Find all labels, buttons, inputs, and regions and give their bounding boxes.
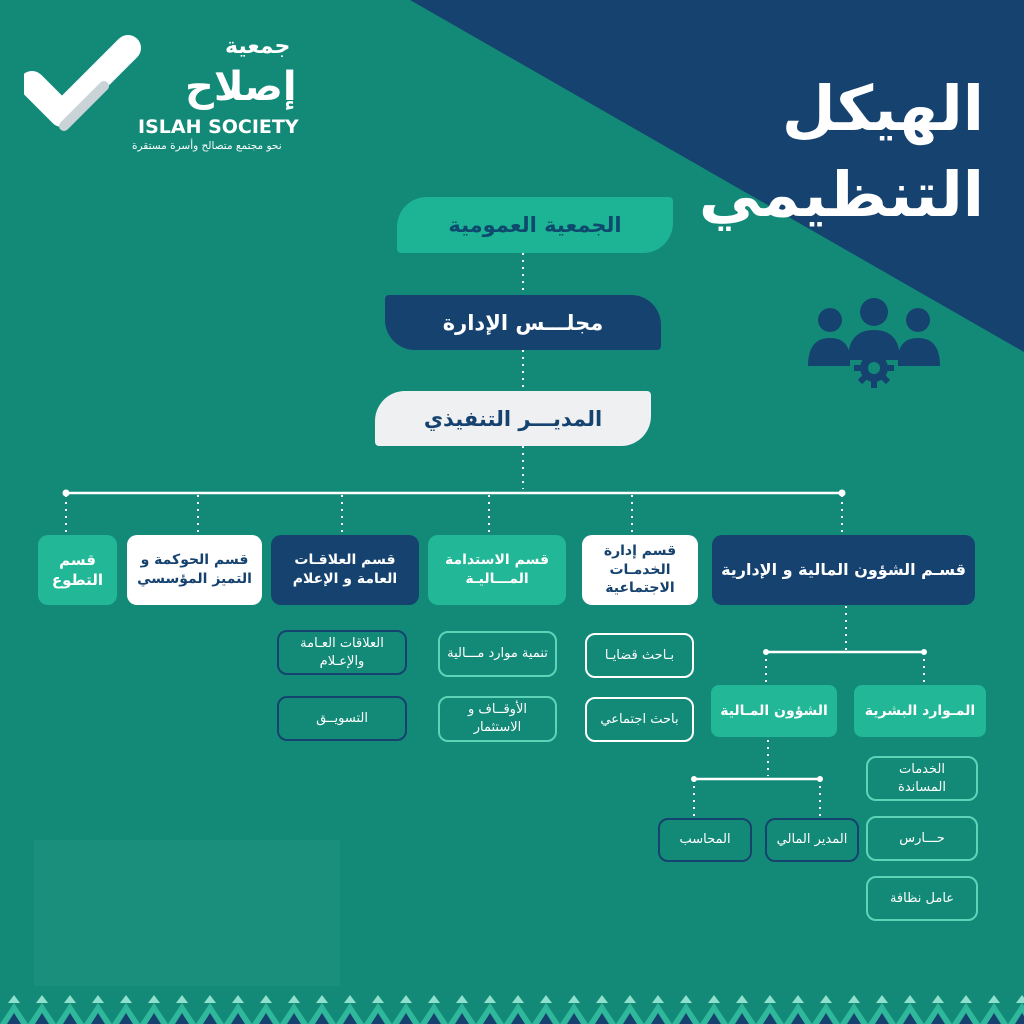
unit-endowments: الأوقــاف و الاستثمار xyxy=(438,696,557,742)
logo-english-name: ISLAH SOCIETY xyxy=(138,116,299,138)
general-assembly-node: الجمعية العمومية xyxy=(397,197,673,253)
dept-admin-finance: قسـم الشؤون المالية و الإدارية xyxy=(712,535,975,605)
unit-financial-affairs: الشؤون المـالية xyxy=(711,685,837,737)
title-line-1: الهيكل xyxy=(781,72,984,145)
unit-resource-development: تنمية موارد مـــالية xyxy=(438,631,557,677)
title-line-2: التنظيمي xyxy=(698,158,984,231)
dept-sustainability: قسم الاستدامة المـــاليـة xyxy=(428,535,566,605)
logo-arabic-name: إصلاح xyxy=(185,64,297,110)
logo-arabic-small: جمعية xyxy=(225,34,291,59)
placeholder-panel xyxy=(34,840,340,986)
unit-human-resources: المـوارد البشرية xyxy=(854,685,986,737)
logo-tagline: نحو مجتمع متصالح وأسرة مستقرة xyxy=(132,140,282,152)
dept-public-relations: قسم العلاقـات العامة و الإعلام xyxy=(271,535,419,605)
unit-marketing: التسويــق xyxy=(277,696,407,741)
unit-public-relations-media: العلاقات العـامة والإعـلام xyxy=(277,630,407,675)
unit-case-researcher: بـاحث قضايـا xyxy=(585,633,694,678)
board-node: مجلـــس الإدارة xyxy=(385,295,661,350)
decorative-border-pattern xyxy=(0,995,1024,1024)
executive-director-node: المديـــر التنفيذي xyxy=(375,391,651,446)
unit-accountant: المحاسب xyxy=(658,818,752,862)
dept-social-services: قسم إدارة الخدمـات الاجتماعية xyxy=(582,535,698,605)
dept-volunteering: قسم التطوع xyxy=(38,535,117,605)
unit-support-services: الخدمات المساندة xyxy=(866,756,978,801)
dept-governance: قسم الحوكمة و التميز المؤسسي xyxy=(127,535,262,605)
unit-cleaner: عامل نظافة xyxy=(866,876,978,921)
unit-guard: حـــارس xyxy=(866,816,978,861)
unit-social-researcher: باحث اجتماعي xyxy=(585,697,694,742)
unit-financial-manager: المدير المالي xyxy=(765,818,859,862)
